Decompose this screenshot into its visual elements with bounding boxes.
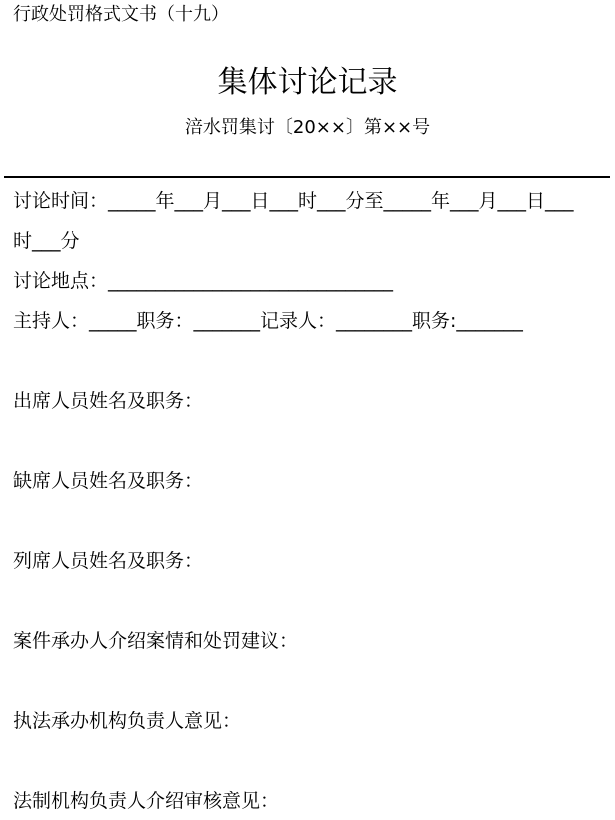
absentees-field: 缺席人员姓名及职务： xyxy=(13,470,204,492)
legal-review-field: 法制机构负责人介绍审核意见： xyxy=(13,790,280,812)
header-divider xyxy=(4,176,610,178)
form-number: 行政处罚格式文书（十九） xyxy=(13,4,229,25)
document-title: 集体讨论记录 xyxy=(217,65,398,100)
enforcement-opinion-field: 执法承办机构负责人意见： xyxy=(13,710,242,732)
document-number: 涪水罚集讨〔20××〕第××号 xyxy=(184,117,431,138)
attendees-field: 出席人员姓名及职务： xyxy=(13,390,204,412)
discussion-time-field-continued: 时___分 xyxy=(13,230,80,252)
discussion-time-field: 讨论时间：_____年___月___日___时___分至_____年___月___日___ xyxy=(13,190,574,212)
observers-field: 列席人员姓名及职务： xyxy=(13,550,204,572)
host-recorder-field: 主持人：_____职务：_______记录人：________职务:_______ xyxy=(13,310,523,332)
discussion-place-field: 讨论地点：______________________________ xyxy=(13,270,394,292)
case-presentation-field: 案件承办人介绍案情和处罚建议： xyxy=(13,630,299,652)
